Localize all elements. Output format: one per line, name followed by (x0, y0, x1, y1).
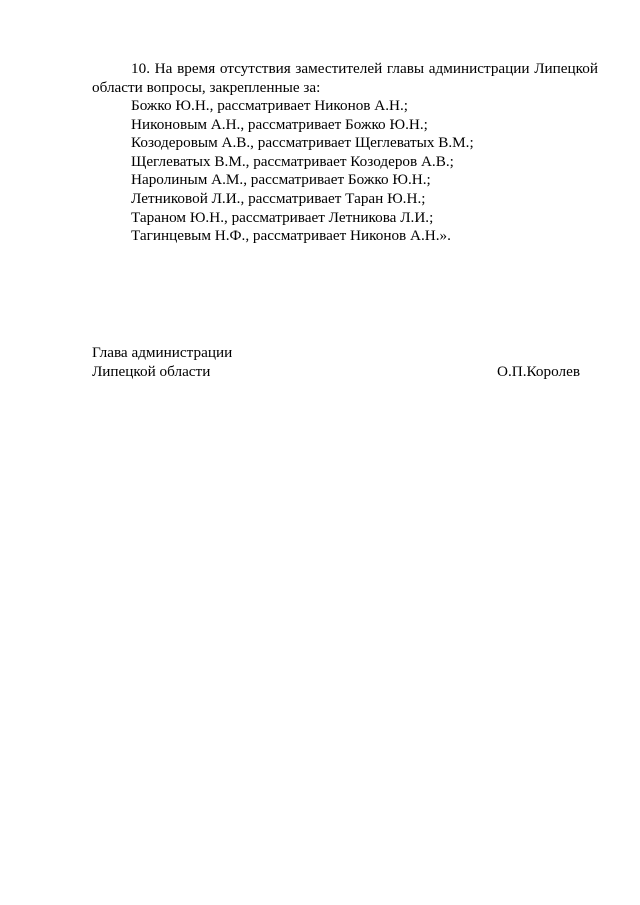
list-item: Козодеровым А.В., рассматривает Щеглеватых В.М.; (131, 134, 474, 152)
list-item: Тараном Ю.Н., рассматривает Летникова Л.И.; (131, 208, 434, 226)
signature-row-2 (92, 363, 580, 382)
paragraph-line-2: области вопросы, закрепленные за: (92, 78, 321, 96)
signature-row-1 (92, 344, 580, 363)
signature-block (92, 344, 580, 381)
list-item: Щеглеватых В.М., рассматривает Козодеров А.В.; (131, 152, 454, 170)
list-item: Тагинцевым Н.Ф., рассматривает Никонов А.Н.». (131, 227, 451, 245)
list-item: Никоновым А.Н., рассматривает Божко Ю.Н.; (131, 115, 428, 133)
list-item: Наролиным А.М., рассматривает Божко Ю.Н.; (131, 171, 431, 189)
list-item: Летниковой Л.И., рассматривает Таран Ю.Н.; (131, 189, 426, 207)
signature-name: О.П.Королев (497, 362, 580, 380)
signature-position-line-2: Липецкой области (92, 362, 211, 380)
paragraph-10 (92, 60, 598, 97)
responsibility-list (131, 97, 474, 246)
list-item: Божко Ю.Н., рассматривает Никонов А.Н.; (131, 97, 409, 114)
paragraph-line-1: 10. На время отсутствия заместителей главы администрации Липецкой (131, 60, 598, 77)
signature-position-line-1: Глава администрации (92, 344, 233, 361)
